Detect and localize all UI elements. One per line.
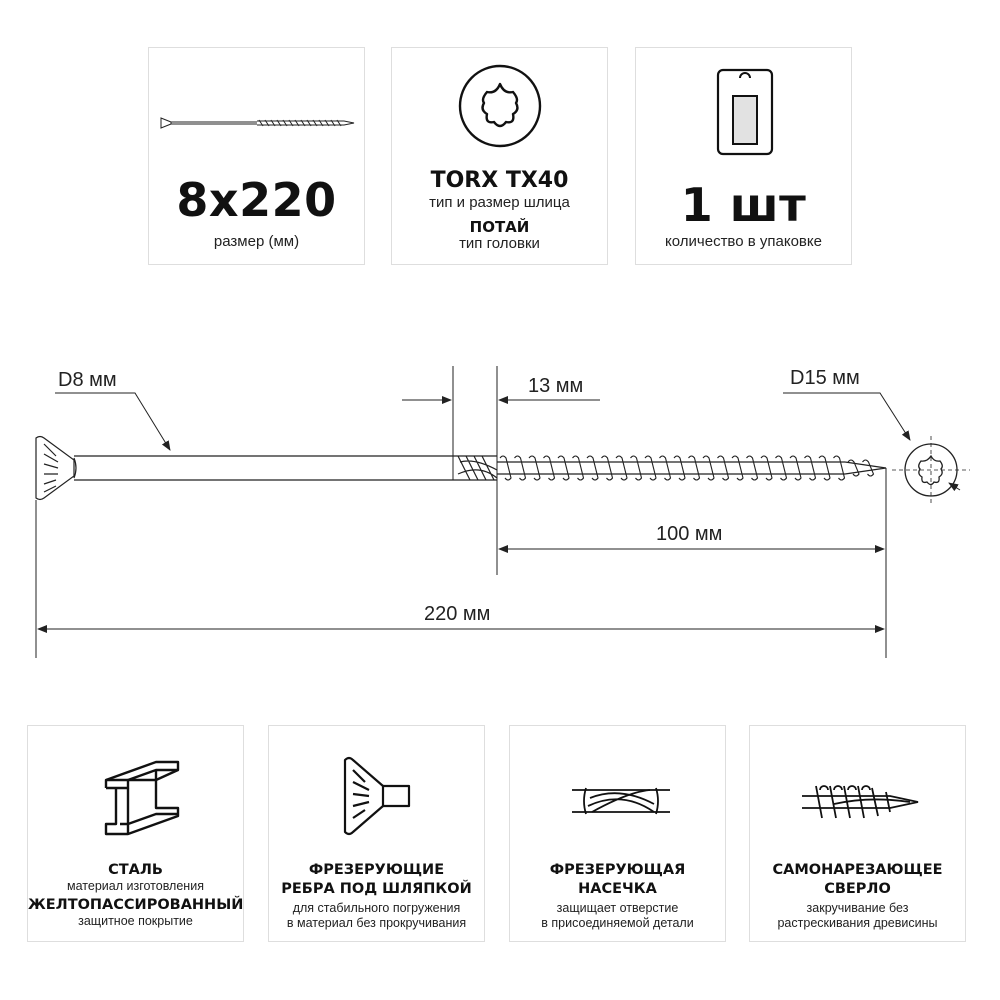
dim-head-diameter: D15 мм (790, 367, 860, 389)
head-ribs-icon (269, 726, 486, 836)
feature-subtitle-coating: защитное покрытие (78, 914, 193, 928)
qty-label: количество в упаковке (665, 233, 822, 250)
screw-drawing (0, 340, 1000, 680)
knurl-icon (510, 726, 727, 836)
slot-value: TORX TX40 (430, 168, 569, 193)
dim-total: 220 мм (424, 603, 491, 625)
head-label: тип головки (459, 235, 540, 252)
dim-diameter: D8 мм (58, 369, 117, 391)
feature-subtitle-knurl: защищает отверстие в присоединяемой детали (541, 901, 694, 930)
feature-subtitle-steel: материал изготовления (67, 879, 204, 893)
qty-card (635, 47, 852, 265)
size-card (148, 47, 365, 265)
qty-value: 1 шт (680, 178, 807, 232)
size-label: размер (мм) (213, 233, 300, 250)
feature-card-drill (749, 725, 966, 942)
steel-beam-icon (28, 726, 245, 836)
feature-card-knurl (509, 725, 726, 942)
feature-title-drill: САМОНАРЕЗАЮЩЕЕ СВЕРЛО (772, 862, 943, 897)
feature-title-steel: СТАЛЬ (108, 862, 163, 878)
feature-subtitle-drill: закручивание без растрескивания древисины (777, 901, 938, 930)
slot-card (391, 47, 608, 265)
head-value: ПОТАЙ (469, 218, 530, 236)
feature-card-ribs (268, 725, 485, 942)
torx-icon (392, 48, 609, 158)
screw-mini-icon (149, 48, 366, 148)
feature-title-knurl: ФРЕЗЕРУЮЩАЯ НАСЕЧКА (549, 862, 686, 897)
package-icon (636, 48, 853, 163)
feature-title-ribs: ФРЕЗЕРУЮЩИЕ РЕБРА ПОД ШЛЯПКОЙ (281, 862, 472, 897)
dim-thread: 100 мм (656, 523, 723, 545)
drill-tip-icon (750, 726, 967, 836)
slot-label: тип и размер шлица (429, 194, 570, 211)
dim-knurl: 13 мм (528, 375, 584, 397)
feature-card-steel (27, 725, 244, 942)
feature-title-coating: ЖЕЛТОПАССИРОВАННЫЙ (28, 897, 244, 913)
feature-subtitle-ribs: для стабильного погружения в материал без прокручивания (286, 901, 467, 930)
size-value: 8x220 (176, 173, 337, 227)
